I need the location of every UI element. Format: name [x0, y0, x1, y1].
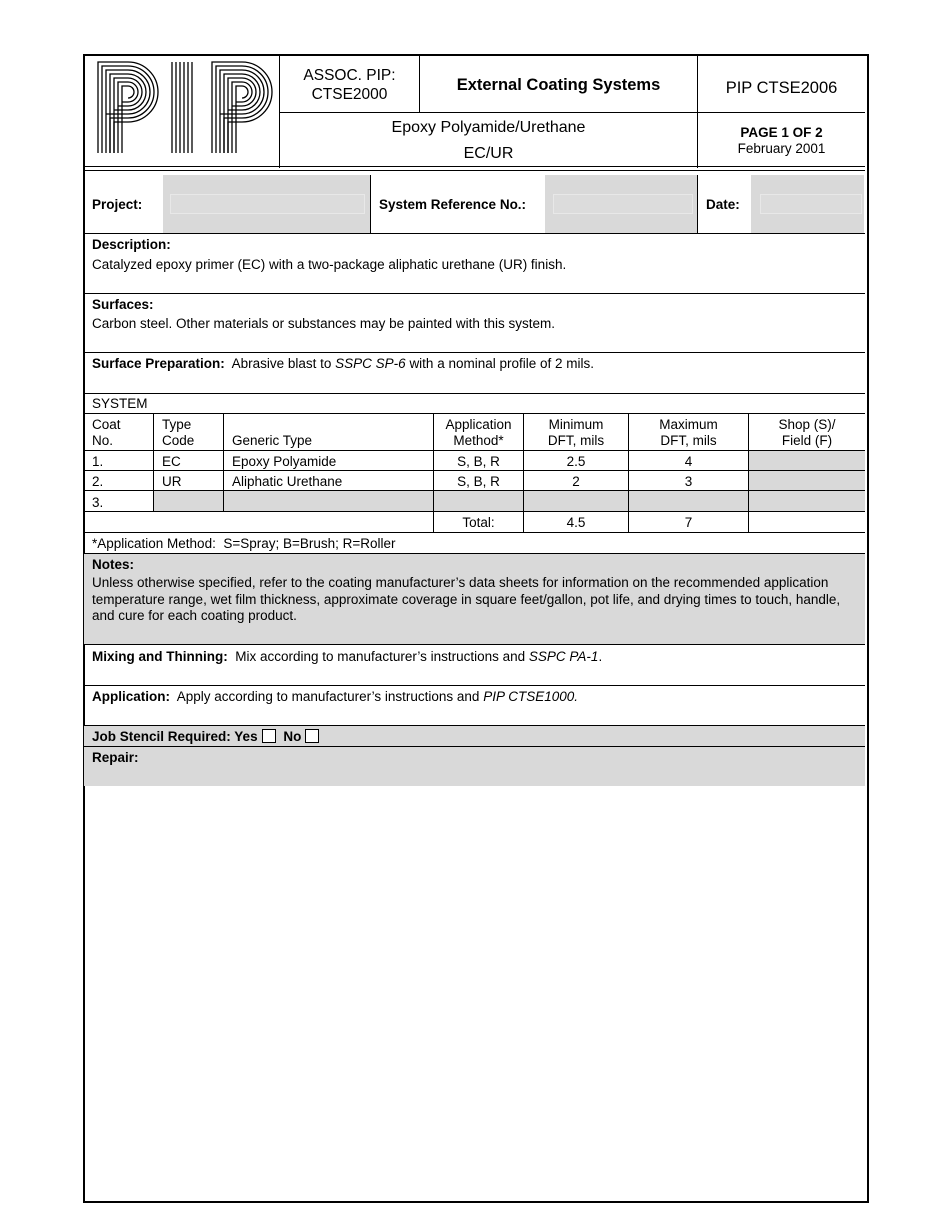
description-label: Description:	[92, 237, 171, 252]
col-application-method-2: Method*	[453, 433, 504, 448]
application-label: Application:	[92, 689, 170, 704]
shop-field-cell-2[interactable]	[749, 471, 865, 491]
table-row-2-generic: Aliphatic Urethane	[232, 474, 343, 489]
assoc-label: ASSOC. PIP:	[303, 67, 396, 84]
notes-label: Notes:	[92, 557, 135, 572]
surface-preparation-profile: with a nominal profile of 2 mils.	[409, 356, 595, 371]
repair-label: Repair:	[92, 750, 139, 765]
system-section-label: SYSTEM	[92, 396, 148, 411]
col-coat-no: Coat	[92, 417, 121, 432]
total-min: 4.5	[566, 515, 586, 530]
col-shop-field-2: Field (F)	[781, 433, 833, 448]
issue-date: February 2001	[737, 141, 826, 156]
application	[92, 689, 578, 705]
table-row-2-method: S, B, R	[457, 474, 500, 489]
date-input[interactable]	[760, 194, 862, 214]
application-method-footnote: *Application Method: S=Spray; B=Brush; R=Roller	[92, 536, 396, 551]
table-row-1-generic: Epoxy Polyamide	[232, 454, 337, 469]
col-min-dft-2: DFT, mils	[547, 433, 605, 448]
project-input[interactable]	[170, 194, 365, 214]
assoc-code: CTSE2000	[311, 86, 388, 103]
project-label: Project:	[92, 197, 143, 212]
job-stencil	[92, 729, 323, 745]
col-application-method: Application	[445, 417, 512, 432]
surface-preparation	[92, 356, 594, 372]
job-stencil-label: Job Stencil Required:	[92, 729, 231, 744]
table-row-1-code: EC	[162, 454, 181, 469]
doc-code: PIP CTSE2006	[725, 79, 838, 97]
table-row-2-coat: 2.	[92, 474, 104, 489]
date-label: Date:	[706, 197, 740, 212]
application-text: Apply according to manufacturer’s instructions and	[176, 689, 480, 704]
table-row-1-min: 2.5	[566, 454, 586, 469]
surface-preparation-text: Abrasive blast to	[231, 356, 332, 371]
mixing-thinning-label: Mixing and Thinning:	[92, 649, 228, 664]
total-label: Total:	[462, 515, 495, 530]
page-number: PAGE 1 OF 2	[740, 125, 823, 140]
surface-preparation-standard: SSPC SP-6	[335, 356, 406, 371]
system-reference-input[interactable]	[553, 194, 693, 214]
col-max-dft: Maximum	[659, 417, 718, 432]
system-reference-label: System Reference No.:	[379, 197, 527, 212]
pip-logo-icon	[92, 58, 276, 156]
page-title: External Coating Systems	[456, 76, 661, 94]
stencil-no-label: No	[283, 729, 302, 744]
mixing-thinning-period: .	[598, 649, 603, 664]
pip-logo	[92, 58, 276, 156]
description-text: Catalyzed epoxy primer (EC) with a two-package aliphatic urethane (UR) finish.	[92, 257, 567, 272]
system-code: EC/UR	[463, 145, 514, 162]
shop-field-cell-1[interactable]	[749, 451, 865, 471]
table-row-2-min: 2	[572, 474, 580, 489]
table-row-2-code: UR	[162, 474, 182, 489]
table-row-1-method: S, B, R	[457, 454, 500, 469]
table-row-2-max: 3	[684, 474, 693, 489]
stencil-yes-label: Yes	[234, 729, 258, 744]
application-standard: PIP CTSE1000.	[483, 689, 578, 704]
mixing-thinning-text: Mix according to manufacturer’s instructions and	[235, 649, 526, 664]
mixing-thinning-standard: SSPC PA-1	[528, 649, 599, 664]
col-coat-no-2: No.	[92, 433, 114, 448]
mixing-thinning	[92, 649, 602, 665]
col-max-dft-2: DFT, mils	[660, 433, 717, 448]
col-type-code: Type	[162, 417, 192, 432]
stencil-yes-checkbox[interactable]	[262, 729, 276, 743]
col-type-code-2: Code	[162, 433, 195, 448]
col-generic-type: Generic Type	[232, 433, 313, 448]
notes-text: Unless otherwise specified, refer to the coating manufacturer’s data sheets for information on the recommended application temperature range, wet film thickness, approximate coverage in square feet/gallon, pot life, and drying times to touch, handle, and cure for each coating product.	[92, 575, 841, 623]
surface-preparation-label: Surface Preparation:	[92, 356, 225, 371]
surfaces-label: Surfaces:	[92, 297, 154, 312]
stencil-no-checkbox[interactable]	[305, 729, 319, 743]
surfaces-text: Carbon steel. Other materials or substances may be painted with this system.	[92, 316, 555, 331]
system-name: Epoxy Polyamide/Urethane	[391, 119, 586, 136]
coat-3-entry-row[interactable]	[154, 491, 865, 511]
table-row-3-coat: 3.	[92, 495, 104, 510]
col-shop-field: Shop (S)/	[778, 417, 836, 432]
total-max: 7	[684, 515, 693, 530]
table-row-1-coat: 1.	[92, 454, 104, 469]
col-min-dft: Minimum	[548, 417, 604, 432]
table-row-1-max: 4	[684, 454, 693, 469]
